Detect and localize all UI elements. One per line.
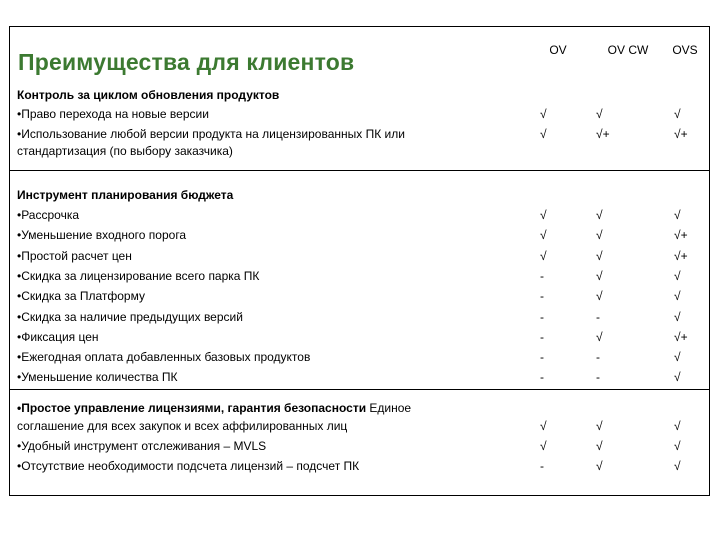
mark-cell: - <box>540 269 544 283</box>
mark-cell: √ <box>540 439 547 453</box>
section-heading-update-cycle: Контроль за циклом обновления продуктов <box>17 88 280 102</box>
mark-cell: √ <box>540 249 547 263</box>
mark-cell: √+ <box>674 228 688 242</box>
list-item: •Скидка за наличие предыдущих версий <box>17 310 243 324</box>
list-item: •Скидка за Платформу <box>17 289 145 303</box>
divider <box>10 389 709 390</box>
mark-cell: √ <box>540 208 547 222</box>
list-item: •Удобный инструмент отслеживания – MVLS <box>17 439 267 453</box>
list-item: •Право перехода на новые версии <box>17 107 209 121</box>
page-title: Преимущества для клиентов <box>18 49 355 75</box>
mark-cell: √+ <box>674 249 688 263</box>
list-item-continuation: стандартизация (по выбору заказчика) <box>17 144 233 158</box>
mark-cell: √ <box>674 107 681 121</box>
mark-cell: √ <box>674 370 681 384</box>
mark-cell: √ <box>596 439 603 453</box>
list-item: •Рассрочка <box>17 208 80 222</box>
mark-cell: √ <box>674 208 681 222</box>
mark-cell: √+ <box>674 330 688 344</box>
mark-cell: √ <box>540 419 547 433</box>
section-heading-bold: •Простое управление лицензиями, гарантия безопасности <box>17 401 367 415</box>
list-item: •Простой расчет цен <box>17 249 132 263</box>
list-item: •Уменьшение входного порога <box>17 228 187 242</box>
mark-cell: √ <box>596 419 603 433</box>
column-header-ov: OV <box>549 43 567 57</box>
section-heading-line2: соглашение для всех закупок и всех аффилированных лиц <box>17 419 348 433</box>
column-header-ov-cw: OV CW <box>607 43 649 57</box>
section-heading-rest: Единое <box>366 401 412 415</box>
mark-cell: √ <box>674 419 681 433</box>
column-header-ovs: OVS <box>672 43 698 57</box>
mark-cell: √ <box>674 310 681 324</box>
mark-cell: √+ <box>596 127 610 141</box>
section-heading-license-management <box>17 398 411 418</box>
mark-cell: √ <box>596 228 603 242</box>
mark-cell: √ <box>596 330 603 344</box>
mark-cell: √ <box>540 228 547 242</box>
mark-cell: √ <box>674 269 681 283</box>
benefits-table <box>9 26 710 496</box>
mark-cell: √ <box>674 289 681 303</box>
list-item: •Использование любой версии продукта на лицензированных ПК или <box>17 127 405 141</box>
list-item: •Ежегодная оплата добавленных базовых продуктов <box>17 350 311 364</box>
mark-cell: - <box>596 350 600 364</box>
list-item: •Уменьшение количества ПК <box>17 370 178 384</box>
mark-cell: - <box>540 330 544 344</box>
mark-cell: √ <box>596 459 603 473</box>
mark-cell: √ <box>596 249 603 263</box>
mark-cell: - <box>540 370 544 384</box>
mark-cell: √ <box>674 439 681 453</box>
mark-cell: √ <box>596 289 603 303</box>
list-item: •Фиксация цен <box>17 330 99 344</box>
mark-cell: - <box>540 289 544 303</box>
list-item: •Отсутствие необходимости подсчета лицензий – подсчет ПК <box>17 459 360 473</box>
mark-cell: √+ <box>674 127 688 141</box>
mark-cell: - <box>540 459 544 473</box>
list-item: •Скидка за лицензирование всего парка ПК <box>17 269 260 283</box>
section-heading-budget: Инструмент планирования бюджета <box>17 188 234 202</box>
mark-cell: - <box>596 370 600 384</box>
mark-cell: √ <box>674 350 681 364</box>
divider <box>10 170 709 171</box>
mark-cell: √ <box>596 107 603 121</box>
mark-cell: - <box>540 350 544 364</box>
mark-cell: - <box>540 310 544 324</box>
mark-cell: √ <box>596 269 603 283</box>
mark-cell: √ <box>540 127 547 141</box>
mark-cell: √ <box>596 208 603 222</box>
mark-cell: - <box>596 310 600 324</box>
mark-cell: √ <box>674 459 681 473</box>
mark-cell: √ <box>540 107 547 121</box>
